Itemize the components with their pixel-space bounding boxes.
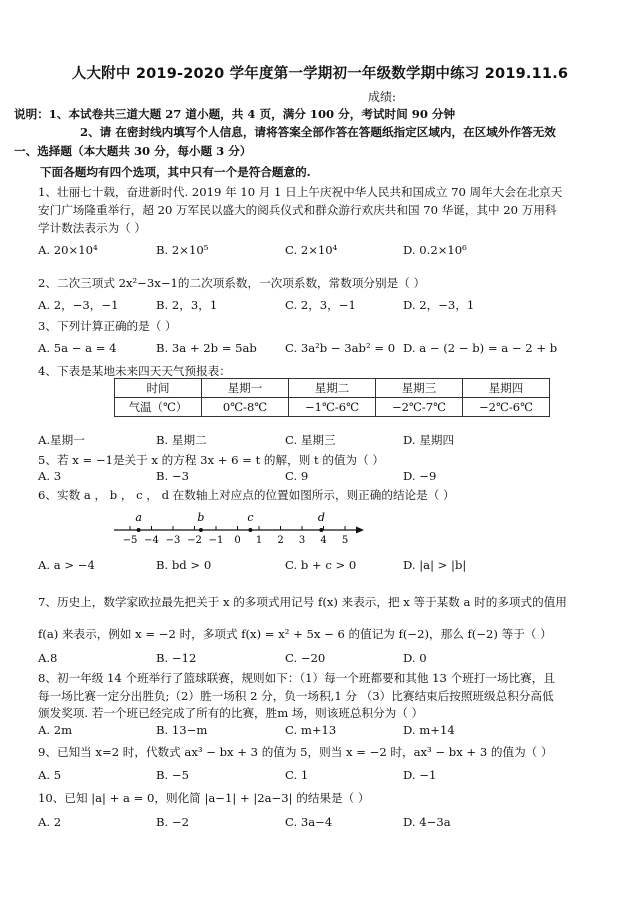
option-b[interactable]: B. −3 — [156, 469, 189, 483]
question-9-options — [38, 768, 608, 784]
page-title: 人大附中 2019-2020 学年度第一学期初一年级数学期中练习 2019.11.6 — [71, 66, 569, 82]
tick-label: −4 — [144, 535, 159, 546]
question-7-options — [38, 651, 608, 667]
option-a[interactable]: A. a > −4 — [38, 558, 95, 572]
table-cell: −1℃-6℃ — [289, 398, 376, 417]
option-b[interactable]: B. −2 — [156, 815, 189, 829]
option-a[interactable]: A. 20×10⁴ — [38, 243, 98, 257]
option-d[interactable]: D. |a| > |b| — [403, 558, 467, 572]
option-b[interactable]: B. bd > 0 — [156, 558, 212, 572]
option-b[interactable]: B. 星期二 — [156, 433, 207, 447]
question-8-line-3: 颁发奖项. 若一个班已经完成了所有的比赛，胜m 场，则该班总积分为（ ） — [38, 706, 424, 720]
section-intro: 下面各题均有四个选项，其中只有一个是符合题意的. — [40, 165, 311, 179]
option-d[interactable]: D. −9 — [403, 469, 437, 483]
question-6-options — [38, 558, 608, 574]
question-1-line-2: 安门广场隆重举行，超 20 万军民以盛大的阅兵仪式和群众游行欢庆共和国 70 华诞，其中 20 万用科 — [38, 203, 557, 217]
score-label: 成绩: — [368, 90, 397, 104]
option-c[interactable]: C. 2×10⁴ — [285, 243, 338, 257]
table-header-row — [115, 379, 550, 398]
option-b[interactable]: B. 2×10⁵ — [156, 243, 209, 257]
option-b[interactable]: B. 3a + 2b = 5ab — [156, 341, 257, 355]
option-c[interactable]: C. 9 — [285, 469, 309, 483]
option-a[interactable]: A. 3 — [38, 469, 62, 483]
option-b[interactable]: B. −12 — [156, 651, 197, 665]
tick-label: 5 — [341, 535, 349, 546]
option-d[interactable]: D. −1 — [403, 768, 437, 782]
question-9-stem: 9、已知当 x=2 时，代数式 ax³ − bx + 3 的值为 5，则当 x = −2 时，ax³ − bx + 3 的值为（ ） — [38, 745, 553, 759]
point-label-c: c — [247, 511, 254, 524]
option-d[interactable]: D. a − (2 − b) = a − 2 + b — [403, 341, 558, 355]
question-5-options — [38, 469, 608, 485]
option-a[interactable]: A. 2，−3，−1 — [38, 298, 119, 312]
tick-label: 1 — [255, 535, 263, 546]
question-8-line-1: 8、初一年级 14 个班举行了篮球联赛，规则如下：（1）每一个班都要和其他 13 个班打一场比赛，且 — [38, 671, 555, 685]
tick-label: −3 — [165, 535, 181, 546]
option-d[interactable]: D. 2，−3，1 — [403, 298, 475, 312]
option-d[interactable]: D. 0 — [403, 651, 427, 665]
question-6-stem: 6、实数 a ， b ， c ， d 在数轴上对应点的位置如图所示，则正确的结论是（ ） — [38, 488, 455, 502]
question-8-options — [38, 723, 608, 739]
question-8-line-2: 每一场比赛一定分出胜负;（2）胜一场积 2 分，负一场积,1 分 （3）比赛结束后按照班级总积分高低 — [38, 689, 554, 703]
option-c[interactable]: C. b + c > 0 — [285, 558, 357, 572]
point-label-a: a — [135, 511, 142, 524]
question-1-line-1: 1、壮丽七十载，奋进新时代. 2019 年 10 月 1 日上午庆祝中华人民共和国成立 70 周年大会在北京天 — [38, 185, 563, 199]
option-a[interactable]: A. 2m — [38, 723, 73, 737]
option-d[interactable]: D. 0.2×10⁶ — [403, 243, 467, 257]
option-a[interactable]: A.星期一 — [38, 433, 85, 447]
option-b[interactable]: B. 13−m — [156, 723, 208, 737]
point-a — [137, 528, 141, 532]
option-c[interactable]: C. m+13 — [285, 723, 337, 737]
tick-label: −1 — [208, 535, 224, 546]
option-c[interactable]: C. 星期三 — [285, 433, 336, 447]
option-b[interactable]: B. −5 — [156, 768, 189, 782]
point-d — [319, 528, 323, 532]
point-b — [199, 528, 203, 532]
tick-label: 0 — [234, 535, 241, 546]
instruction-line-1: 说明：1、本试卷共三道大题 27 道小题，共 4 页，满分 100 分，考试时间 90 分钟 — [14, 107, 456, 121]
number-line-arrow-icon — [356, 527, 364, 534]
point-c — [248, 528, 252, 532]
number-line-ticks — [123, 526, 349, 546]
table-header-cell: 星期一 — [202, 379, 289, 398]
option-c[interactable]: C. 3a−4 — [285, 815, 333, 829]
table-cell: −2℃-7℃ — [376, 398, 463, 417]
point-label-b: b — [197, 511, 205, 524]
option-c[interactable]: C. 2，3，−1 — [285, 298, 356, 312]
option-a[interactable]: A. 5 — [38, 768, 62, 782]
table-header-cell: 星期三 — [376, 379, 463, 398]
table-header-cell: 星期二 — [289, 379, 376, 398]
option-d[interactable]: D. 4−3a — [403, 815, 451, 829]
table-cell: 0℃-8℃ — [202, 398, 289, 417]
option-c[interactable]: C. 3a²b − 3ab² = 0 — [285, 341, 396, 355]
table-cell: −2℃-6℃ — [463, 398, 550, 417]
question-7-line-2: f(a) 来表示，例如 x = −2 时，多项式 f(x) = x² + 5x − 6 的值记为 f(−2)，那么 f(−2) 等于（ ） — [38, 627, 552, 641]
question-1-line-3: 学计数法表示为（ ） — [38, 221, 147, 235]
question-3-options — [38, 341, 608, 357]
table-header-cell: 星期四 — [463, 379, 550, 398]
question-4-options — [38, 432, 608, 448]
section-heading: 一、选择题（本大题共 30 分，每小题 3 分） — [14, 144, 252, 158]
instruction-line-2: 2、请 在密封线内填写个人信息，请将答案全部作答在答题纸指定区域内，在区域外作答无效 — [80, 125, 556, 139]
option-b[interactable]: B. 2，3，1 — [156, 298, 218, 312]
question-2-options — [38, 297, 608, 313]
option-a[interactable]: A. 5a − a = 4 — [38, 341, 117, 355]
number-line — [110, 510, 370, 546]
option-c[interactable]: C. 1 — [285, 768, 309, 782]
option-a[interactable]: A. 2 — [38, 815, 62, 829]
tick-label: 4 — [320, 535, 327, 546]
table-row — [115, 398, 550, 417]
option-a[interactable]: A.8 — [38, 651, 58, 665]
point-label-d: d — [317, 511, 325, 524]
question-7-line-1: 7、历史上，数学家欧拉最先把关于 x 的多项式用记号 f(x) 来表示，把 x 等于某数 a 时的多项式的值用 — [38, 595, 567, 609]
table-cell: 气温（℃） — [115, 398, 202, 417]
question-10-stem: 10、已知 |a| + a = 0，则化简 |a−1| + |2a−3| 的结果是（ ） — [38, 791, 370, 805]
question-3-stem: 3、下列计算正确的是（ ） — [38, 319, 177, 333]
question-2-stem: 2、二次三项式 2x²−3x−1的二次项系数，一次项系数，常数项分别是（ ） — [38, 276, 426, 290]
number-line-points — [135, 511, 325, 532]
question-10-options — [38, 815, 608, 831]
option-c[interactable]: C. −20 — [285, 651, 326, 665]
tick-label: −2 — [187, 535, 202, 546]
question-5-stem: 5、若 x = −1是关于 x 的方程 3x + 6 = t 的解，则 t 的值为（ ） — [38, 453, 384, 467]
question-4-stem: 4、下表是某地未来四天天气预报表： — [38, 364, 231, 378]
table-header-cell: 时间 — [115, 379, 202, 398]
option-d[interactable]: D. m+14 — [403, 723, 455, 737]
tick-label: −5 — [122, 535, 138, 546]
option-d[interactable]: D. 星期四 — [403, 433, 455, 447]
question-1-options — [38, 243, 608, 259]
tick-label: 3 — [298, 535, 306, 546]
tick-label: 2 — [277, 535, 284, 546]
weather-table — [114, 378, 550, 417]
